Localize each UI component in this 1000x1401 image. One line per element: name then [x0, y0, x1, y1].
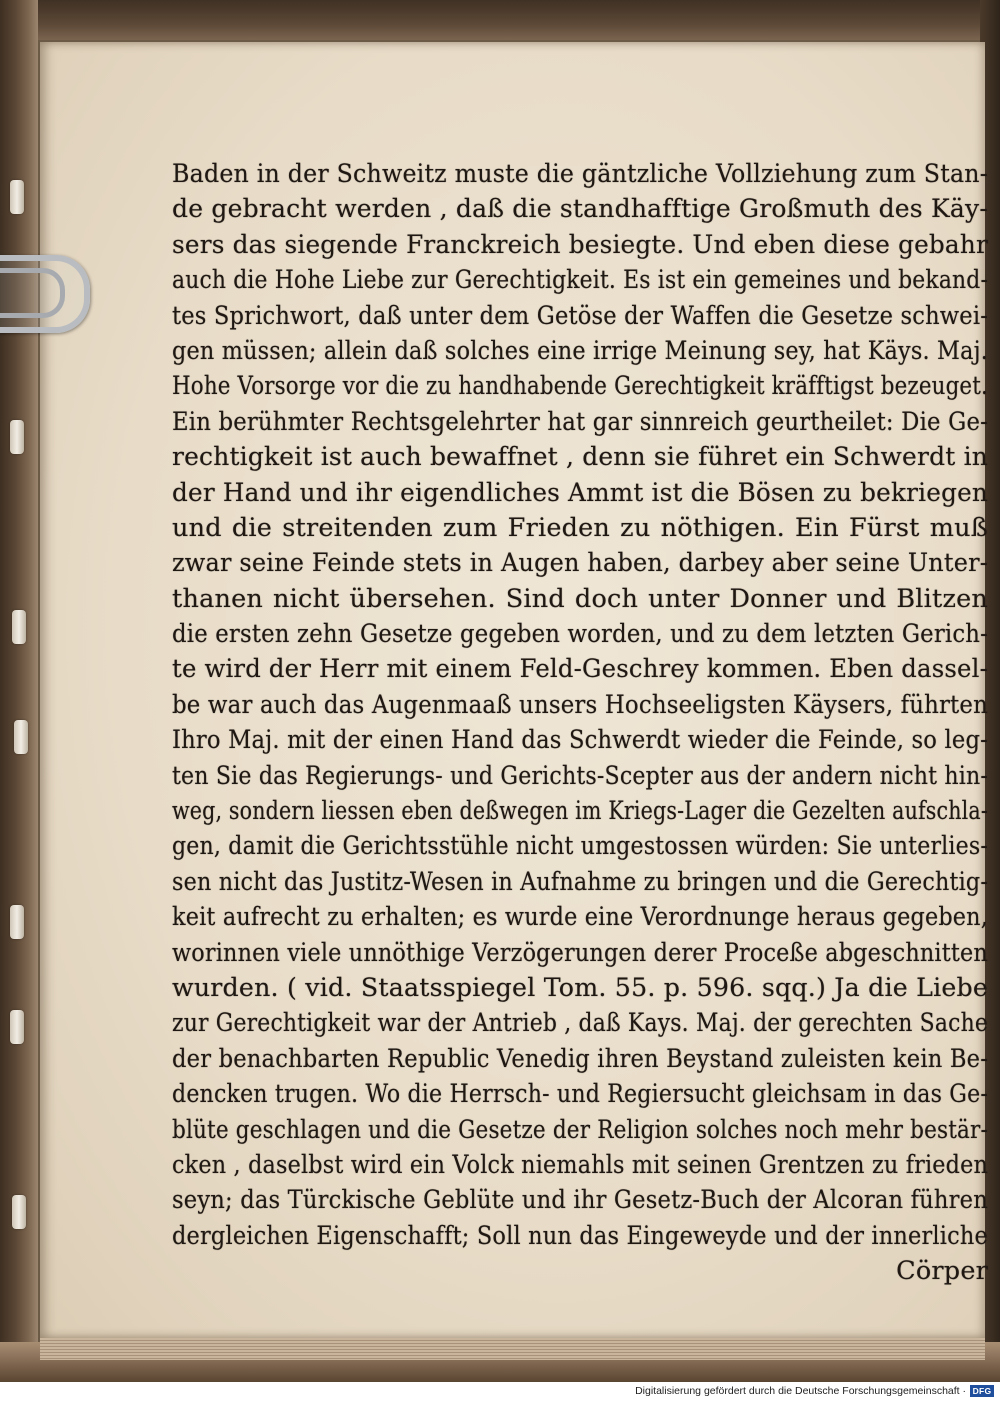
text-line: tes Sprichwort, daß unter dem Getöse der Waffen die Gesetze schwei-	[172, 300, 989, 331]
catchword: Cörper	[896, 1256, 988, 1287]
text-line: der benachbarten Republic Venedig ihren Beystand zuleisten kein Be-	[172, 1043, 989, 1074]
text-line: thanen nicht übersehen. Sind doch unter Donner und Blitzen	[172, 583, 988, 614]
text-line: auch die Hohe Liebe zur Gerechtigkeit. Es ist ein gemeines und bekand-	[172, 265, 989, 296]
text-line: sen nicht das Justitz-Wesen in Aufnahme zu bringen und die Gerechtig-	[172, 866, 989, 897]
text-line: te wird der Herr mit einem Feld-Geschrey kommen. Eben dassel-	[172, 654, 988, 685]
text-line: zwar seine Feinde stets in Augen haben, darbey aber seine Unter-	[172, 548, 989, 579]
binding-thread-icon	[12, 1195, 26, 1229]
text-line: Baden in der Schweitz muste die gäntzliche Vollziehung zum Stan-	[172, 159, 988, 189]
page-stack-edge	[40, 1338, 985, 1360]
paper-clip-inner-icon	[0, 268, 65, 318]
binding-thread-icon	[12, 610, 26, 644]
text-line: der Hand und ihr eigendliches Ammt ist die Bösen zu bekriegen	[172, 477, 988, 508]
text-line: und die streitenden zum Frieden zu nöthigen. Ein Fürst muß	[172, 512, 988, 543]
text-line: seyn; das Türckische Geblüte und ihr Gesetz-Buch der Alcoran führen	[172, 1185, 988, 1216]
binding-thread-icon	[10, 1010, 24, 1044]
text-line: zur Gerechtigkeit war der Antrieb , daß Kays. Maj. der gerechten Sache	[172, 1008, 989, 1039]
text-line: weg, sondern liessen eben deßwegen im Kriegs-Lager die Gezelten aufschla-	[172, 796, 989, 827]
binding-thread-icon	[10, 180, 24, 214]
funding-credit: Digitalisierung gefördert durch die Deutsche Forschungsgemeinschaft ·	[635, 1385, 966, 1397]
text-line: blüte geschlagen und die Gesetze der Religion solches noch mehr bestär-	[172, 1114, 988, 1145]
text-line: worinnen viele unnöthige Verzögerungen derer Proceße abgeschnitten	[172, 937, 988, 968]
text-line: Ihro Maj. mit der einen Hand das Schwerdt wieder die Feinde, so leg-	[172, 725, 989, 756]
page-text	[172, 157, 988, 1290]
text-line: ten Sie das Regierungs- und Gerichts-Scepter aus der andern nicht hin-	[172, 760, 989, 791]
binding-thread-icon	[10, 420, 24, 454]
book-edge-top	[0, 0, 1000, 40]
text-line: cken , daselbst wird ein Volck niemahls mit seinen Grentzen zu frieden	[172, 1149, 989, 1180]
text-line: sers das siegende Franckreich besiegte. Und eben diese gebahr	[172, 229, 988, 260]
text-line: Hohe Vorsorge vor die zu handhabende Gerechtigkeit kräfftigst bezeuget.	[172, 371, 988, 402]
text-line: Ein berühmter Rechtsgelehrter hat gar sinnreich geurtheilet: Die Ge-	[172, 406, 988, 437]
footer	[0, 1382, 1000, 1401]
text-line: gen, damit die Gerichtsstühle nicht umgestossen würden: Sie unterlies-	[172, 831, 989, 862]
text-line: dencken trugen. Wo die Herrsch- und Regiersucht gleichsam in das Ge-	[172, 1079, 988, 1110]
text-line: wurden. ( vid. Staatsspiegel Tom. 55. p. 596. sqq.) Ja die Liebe	[172, 972, 989, 1003]
dfg-logo-icon: DFG	[970, 1385, 994, 1397]
text-line: die ersten zehn Gesetze gegeben worden, und zu dem letzten Gerich-	[172, 619, 988, 650]
text-line: rechtigkeit ist auch bewaffnet , denn sie führet ein Schwerdt in	[172, 442, 988, 473]
binding-thread-icon	[10, 905, 24, 939]
text-line: de gebracht werden , daß die standhafftige Großmuth des Käy-	[172, 194, 989, 225]
text-line: gen müssen; allein daß solches eine irrige Meinung sey, hat Käys. Maj.	[172, 335, 988, 366]
text-line: be war auch das Augenmaaß unsers Hochseeligsten Käysers, führten	[172, 689, 989, 720]
binding-thread-icon	[14, 720, 28, 754]
text-line: keit aufrecht zu erhalten; es wurde eine Verordnunge heraus gegeben,	[172, 902, 989, 933]
text-line: dergleichen Eigenschafft; Soll nun das Eingeweyde und der innerliche	[172, 1220, 988, 1251]
book-page	[40, 42, 989, 1338]
